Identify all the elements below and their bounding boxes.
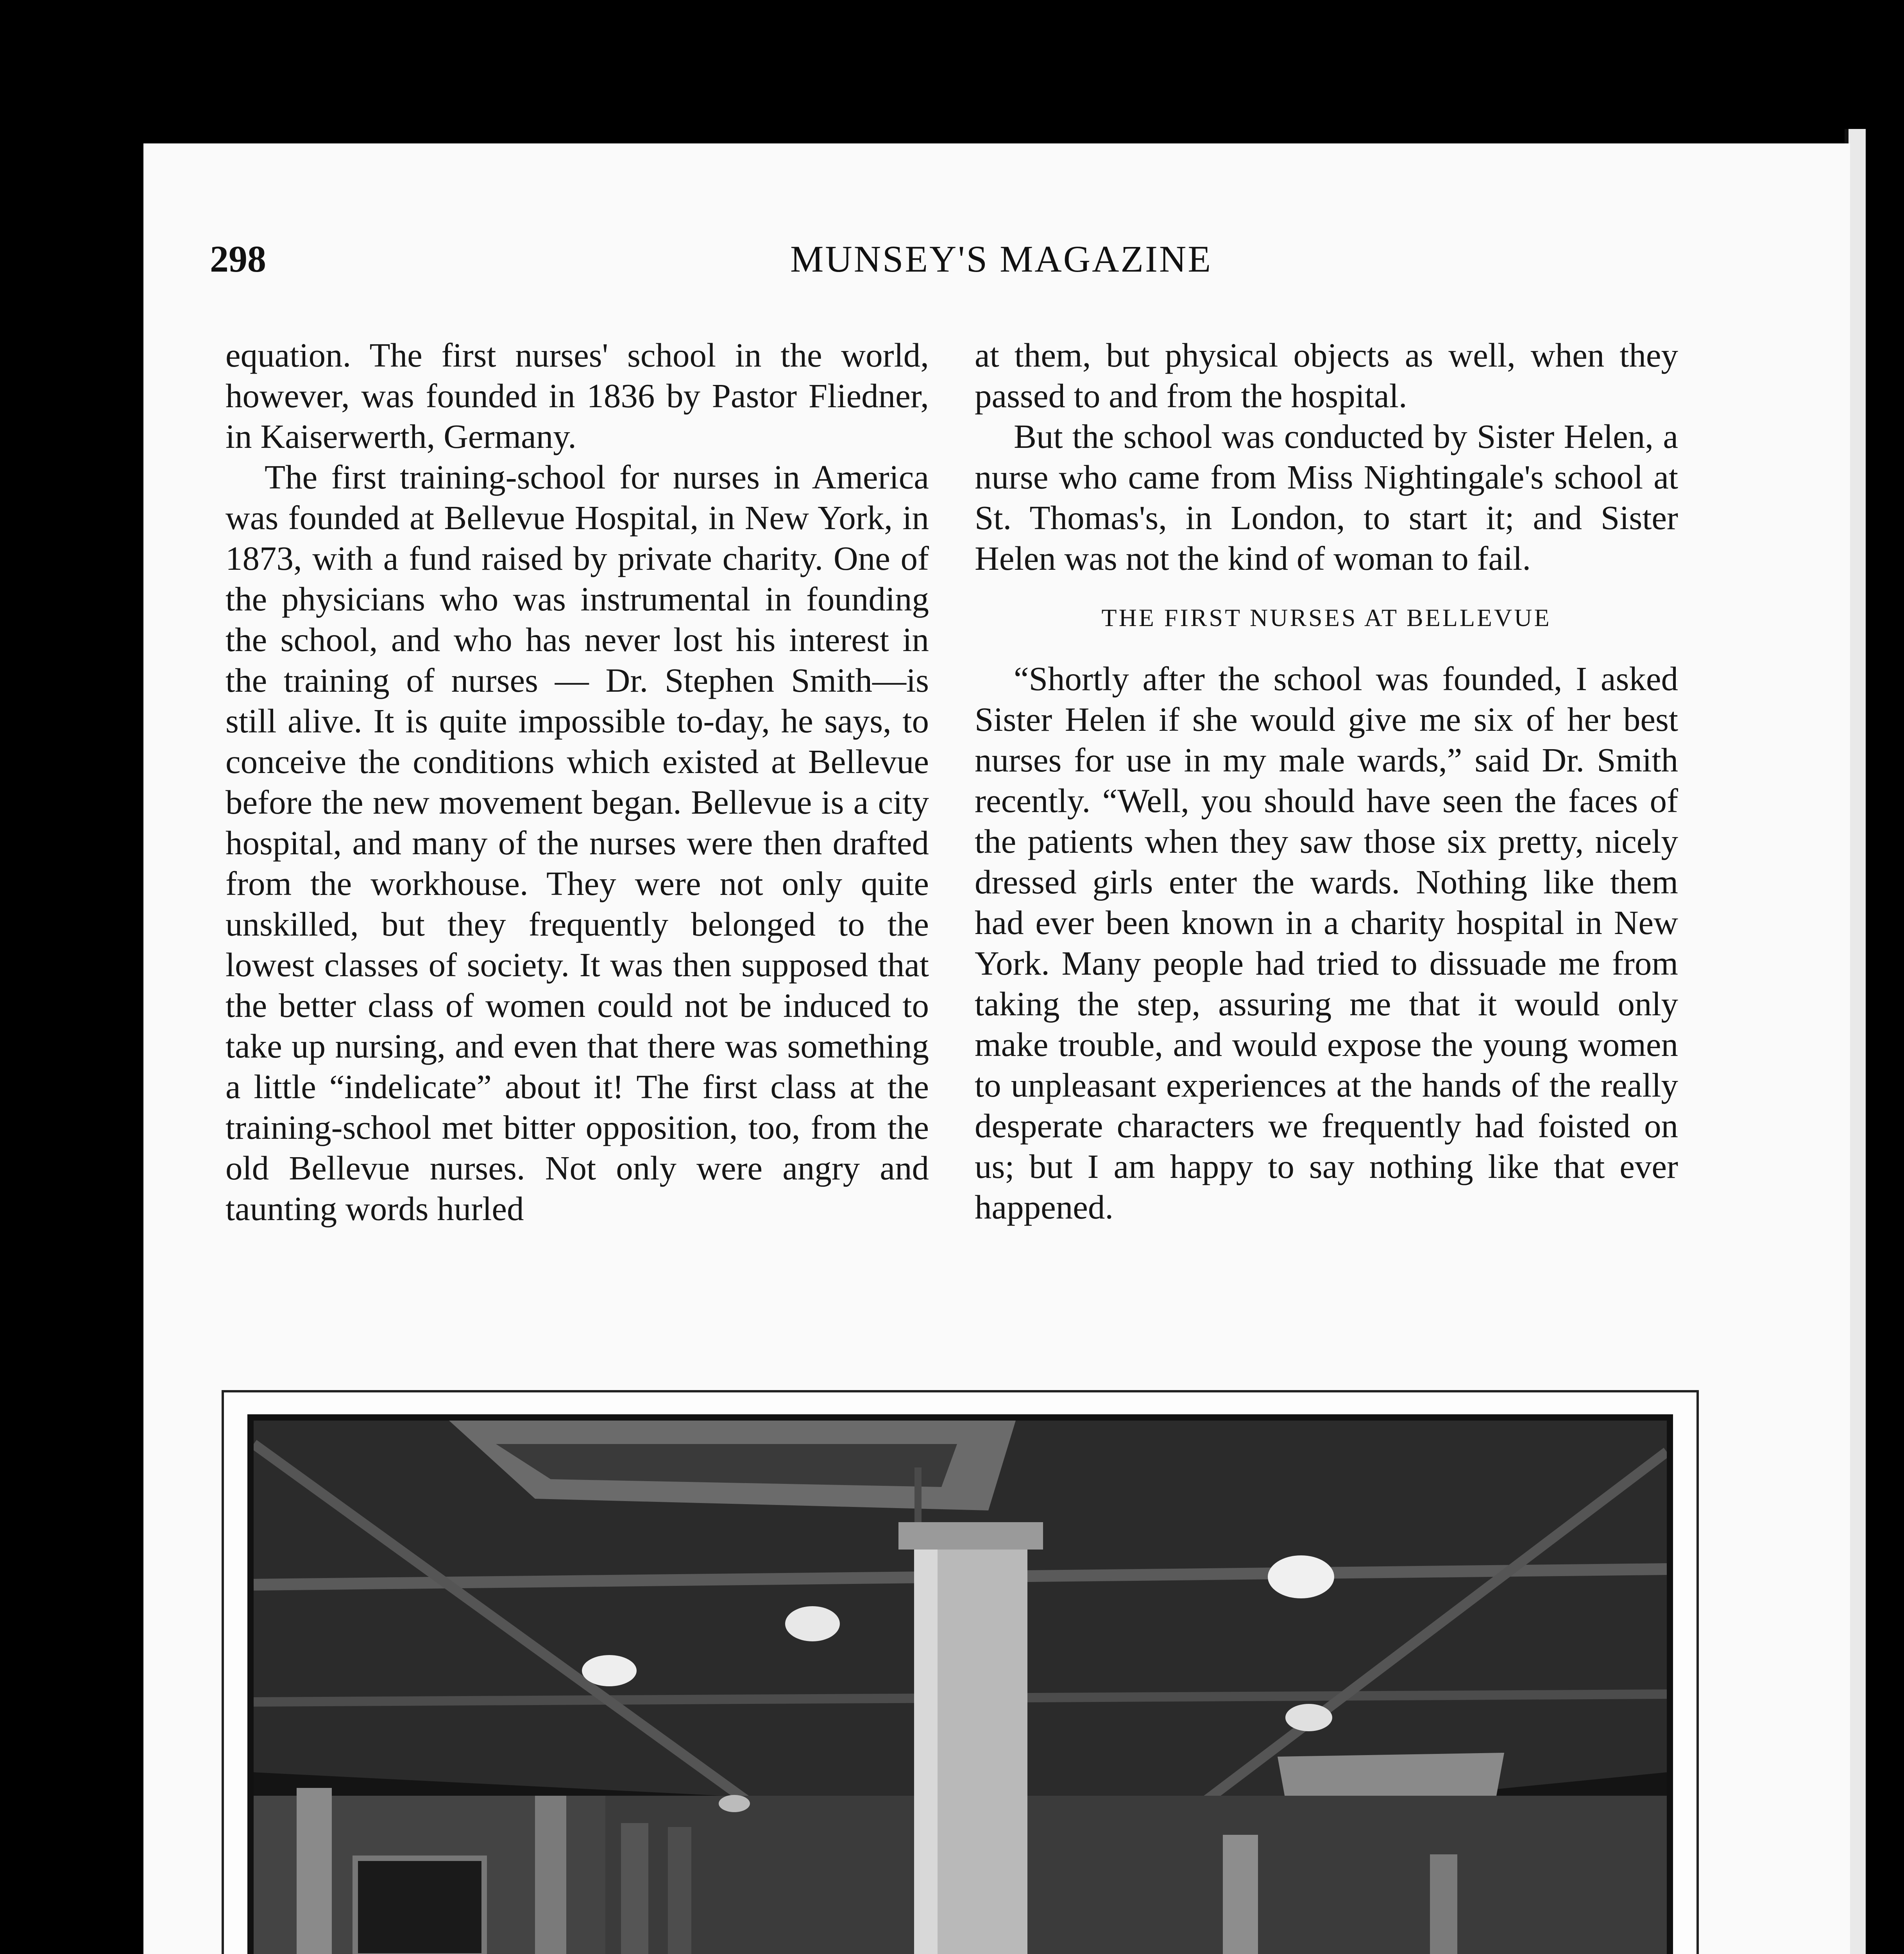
magazine-page	[143, 143, 1850, 1954]
section-subheading: THE FIRST NURSES AT BELLEVUE	[1101, 604, 1551, 632]
figure-frame	[222, 1390, 1699, 1954]
right-paragraph-3: “Shortly after the school was founded, I asked Sister Helen if she would give me six of her best nurses for use in my male wards,” said Dr. Smith recently. “Well, you should have seen the faces of the patients when they saw those six pretty, nicely dressed girls enter the wards. Nothing like them had ever been known in a charity hospital in New York. Many people had tried to dissuade me from taking the step, assuring me that it would only make trouble, and would expose the young women to unpleasant experiences at the hands of the really desperate characters we frequently had foisted on us; but I am happy to say nothing like that ever happened.	[975, 660, 1678, 1226]
page-number: 298	[210, 238, 266, 280]
left-column	[225, 335, 929, 1229]
right-paragraph-1: at them, but physical objects as well, when they passed to and from the hospital.	[975, 336, 1678, 415]
right-paragraph-2: But the school was conducted by Sister Helen, a nurse who came from Miss Nightingale's school at St. Thomas's, in London, to start it; and Sister Helen was not the kind of woman to fail.	[975, 417, 1678, 577]
left-paragraph-1: equation. The first nurses' school in the world, however, was founded in 1836 by Pastor Fliedner, in Kaiserwerth, Germany.	[225, 336, 929, 455]
right-column	[975, 335, 1678, 1228]
reception-hall-photo	[247, 1414, 1673, 1954]
page-header	[210, 237, 1793, 280]
left-paragraph-2: The first training-school for nurses in America was founded at Bellevue Hospital, in New York, in 1873, with a fund raised by private charity. One of the physicians who was instrumental in founding the school, and who has never lost his interest in the training of nurses — Dr. Stephen Smith—is still alive. It is quite impossible to-day, he says, to conceive the conditions which existed at Bellevue before the new movement began. Bellevue is a city hospital, and many of the nurses were then drafted from the workhouse. They were not only quite unskilled, but they frequently belonged to the lowest classes of society. It was then supposed that the better class of women could not be induced to take up nursing, and even that there was something a little “indelicate” about it! The first class at the training-school met bitter opposition, too, from the old Bellevue nurses. Not only were angry and taunting words hurled	[225, 458, 929, 1228]
running-title: MUNSEY'S MAGAZINE	[790, 238, 1212, 280]
reception-hall-illustration	[254, 1421, 1667, 1954]
